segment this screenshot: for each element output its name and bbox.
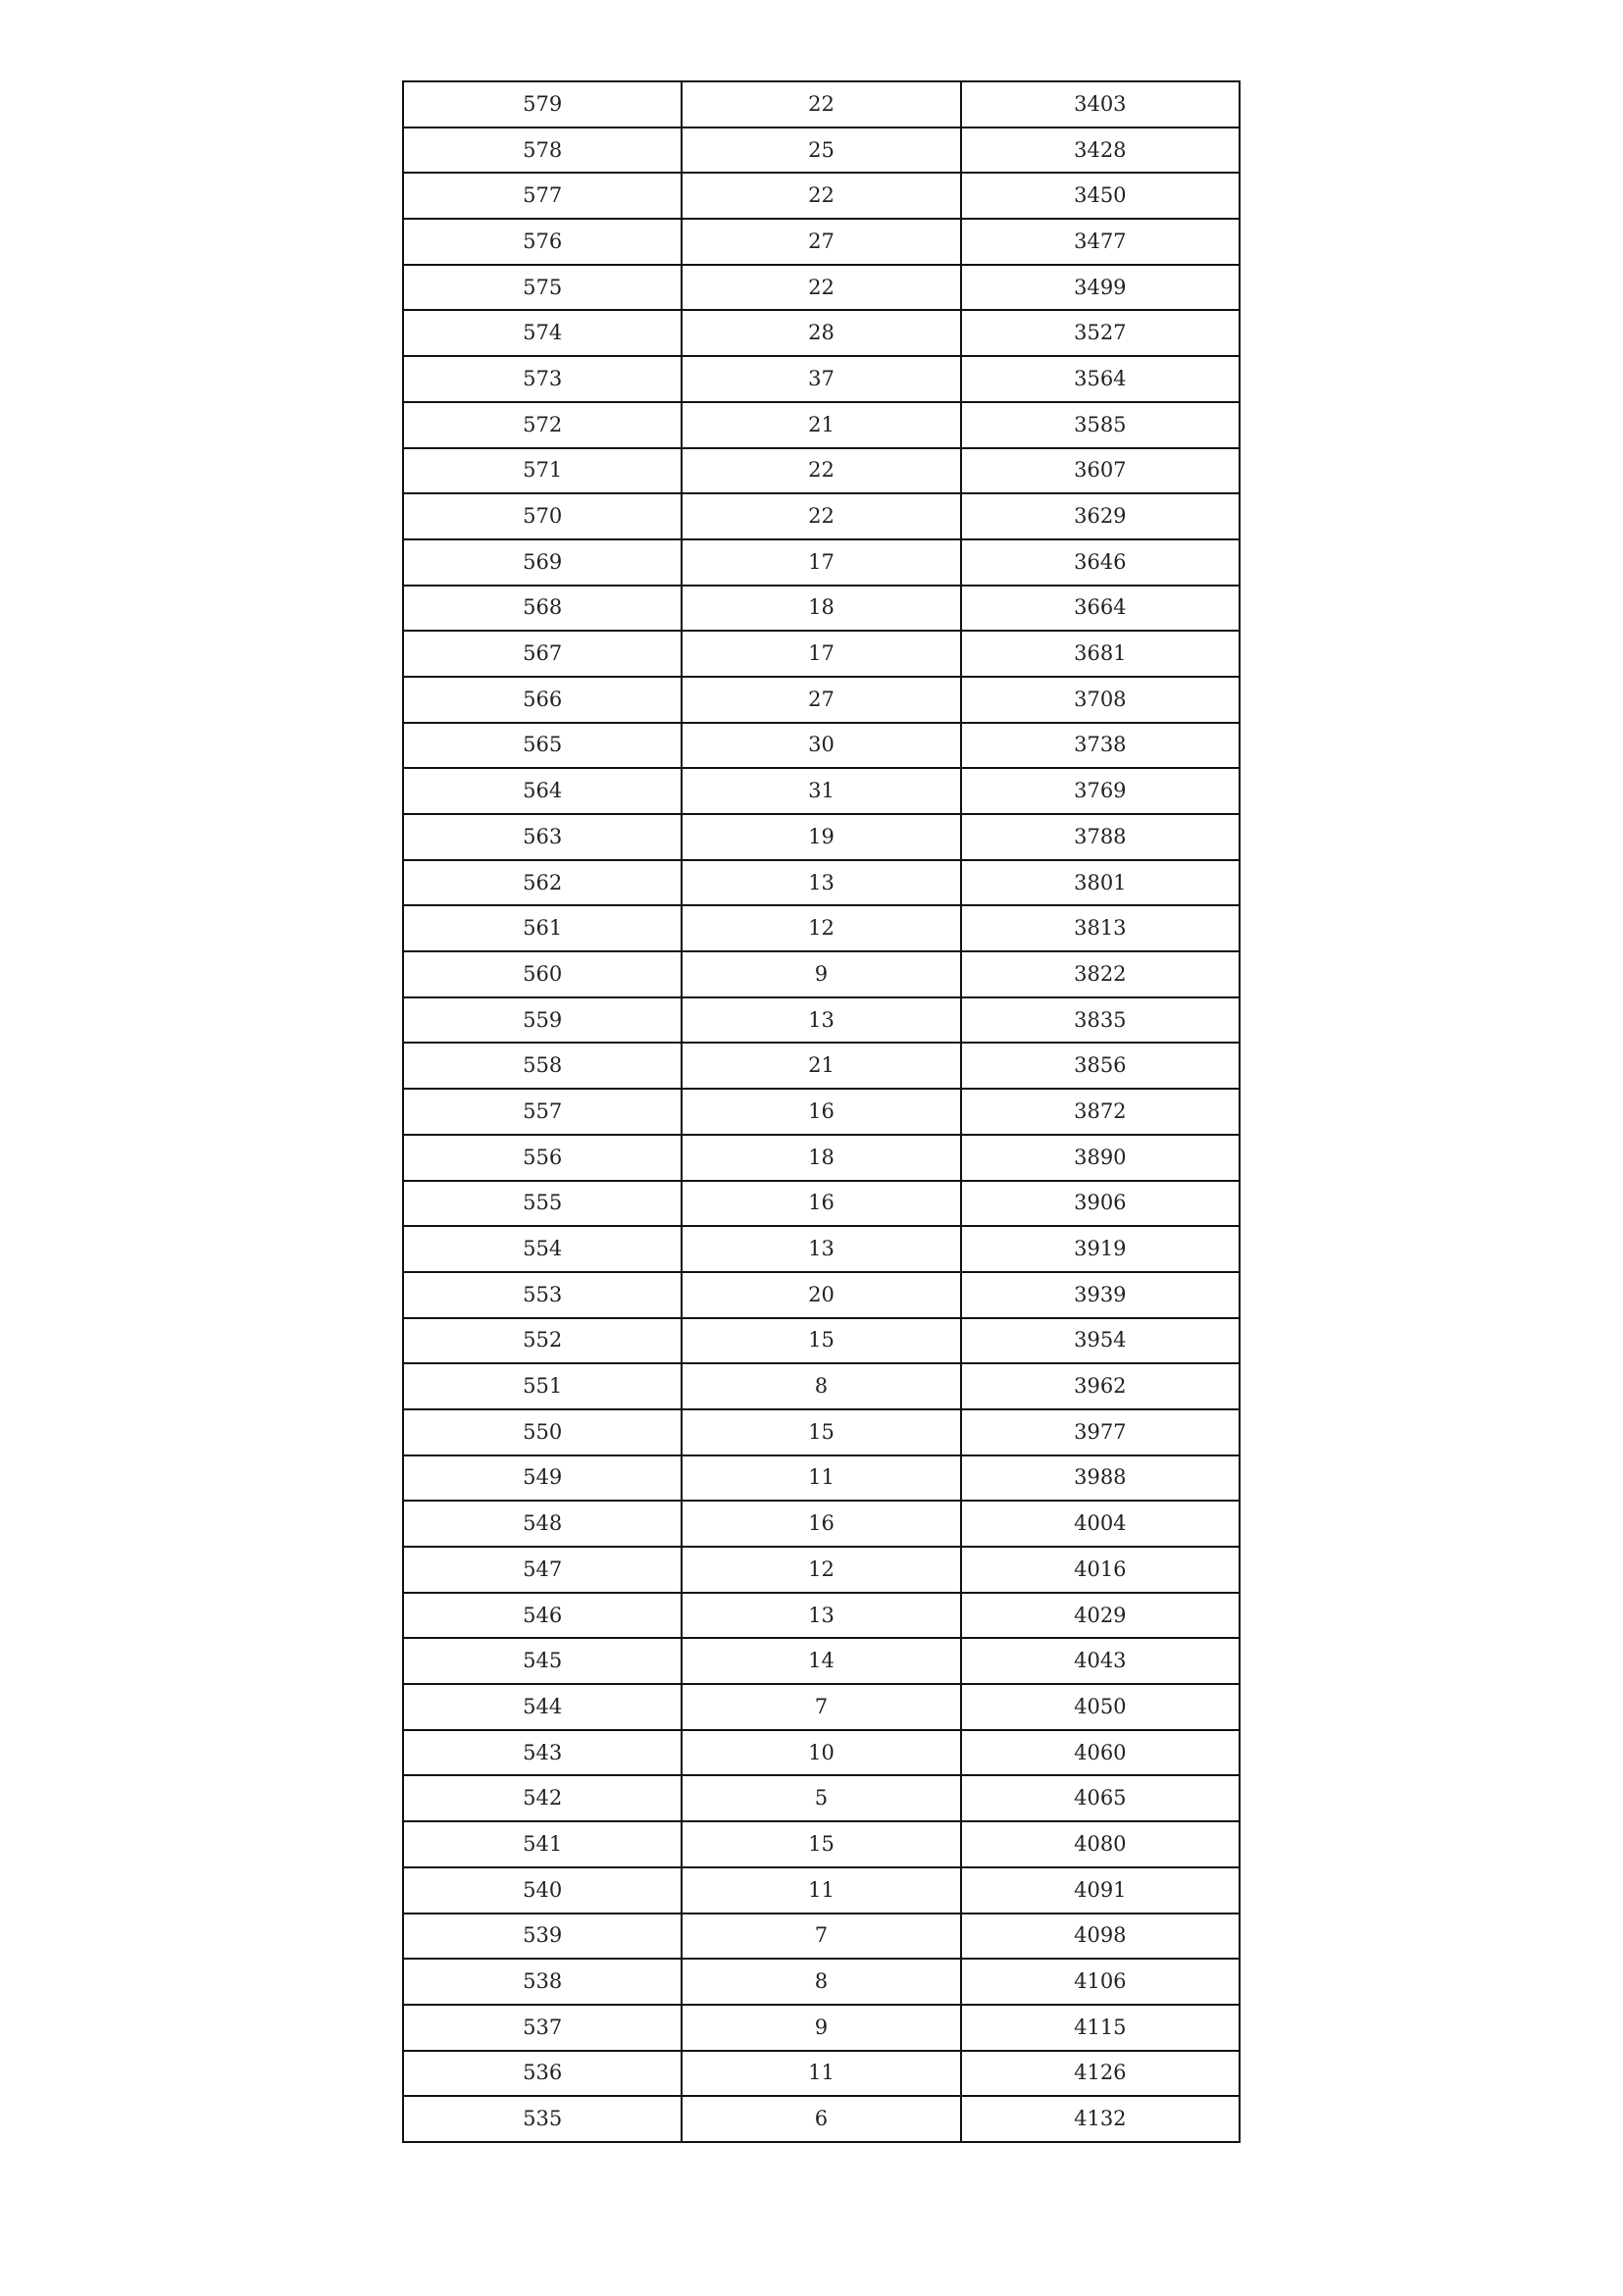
cumulative-cell: 4126: [961, 2051, 1240, 2097]
count-cell: 21: [682, 1043, 960, 1089]
table-row: [403, 81, 1240, 128]
table-row: [403, 265, 1240, 311]
score-cell: 577: [403, 173, 682, 219]
count-cell: 22: [682, 265, 960, 311]
cumulative-cell: 3708: [961, 677, 1240, 723]
cumulative-cell: 4132: [961, 2096, 1240, 2142]
count-cell: 11: [682, 1455, 960, 1502]
count-cell: 22: [682, 448, 960, 494]
score-cell: 568: [403, 586, 682, 632]
table-row: [403, 1959, 1240, 2005]
count-cell: 14: [682, 1638, 960, 1684]
score-cell: 566: [403, 677, 682, 723]
cumulative-cell: 3788: [961, 814, 1240, 860]
count-cell: 37: [682, 356, 960, 402]
cumulative-cell: 3607: [961, 448, 1240, 494]
count-cell: 16: [682, 1181, 960, 1227]
table-row: [403, 1501, 1240, 1547]
count-cell: 18: [682, 586, 960, 632]
score-cell: 564: [403, 768, 682, 814]
count-cell: 9: [682, 951, 960, 997]
cumulative-cell: 4080: [961, 1821, 1240, 1867]
cumulative-cell: 3585: [961, 402, 1240, 448]
table-row: [403, 860, 1240, 906]
cumulative-cell: 4106: [961, 1959, 1240, 2005]
score-distribution-table: [402, 80, 1241, 2143]
count-cell: 22: [682, 493, 960, 539]
score-cell: 573: [403, 356, 682, 402]
cumulative-cell: 4050: [961, 1684, 1240, 1730]
cumulative-cell: 3564: [961, 356, 1240, 402]
count-cell: 25: [682, 128, 960, 174]
cumulative-cell: 3872: [961, 1089, 1240, 1135]
table-row: [403, 402, 1240, 448]
table-row: [403, 2051, 1240, 2097]
score-cell: 569: [403, 539, 682, 586]
cumulative-cell: 3527: [961, 310, 1240, 356]
score-cell: 561: [403, 905, 682, 951]
count-cell: 12: [682, 905, 960, 951]
table-row: [403, 1913, 1240, 1960]
count-cell: 31: [682, 768, 960, 814]
count-cell: 22: [682, 81, 960, 128]
score-cell: 537: [403, 2005, 682, 2051]
score-cell: 574: [403, 310, 682, 356]
score-cell: 552: [403, 1318, 682, 1364]
count-cell: 30: [682, 723, 960, 769]
cumulative-cell: 3499: [961, 265, 1240, 311]
cumulative-cell: 3919: [961, 1226, 1240, 1272]
table-row: [403, 1318, 1240, 1364]
score-cell: 567: [403, 631, 682, 677]
count-cell: 15: [682, 1821, 960, 1867]
count-cell: 7: [682, 1913, 960, 1960]
count-cell: 19: [682, 814, 960, 860]
score-cell: 549: [403, 1455, 682, 1502]
cumulative-cell: 3856: [961, 1043, 1240, 1089]
cumulative-cell: 4115: [961, 2005, 1240, 2051]
table-row: [403, 1684, 1240, 1730]
cumulative-cell: 4060: [961, 1730, 1240, 1776]
table-row: [403, 1363, 1240, 1409]
cumulative-cell: 3450: [961, 173, 1240, 219]
score-cell: 575: [403, 265, 682, 311]
count-cell: 13: [682, 1226, 960, 1272]
score-cell: 555: [403, 1181, 682, 1227]
count-cell: 27: [682, 219, 960, 265]
count-cell: 12: [682, 1547, 960, 1593]
score-cell: 557: [403, 1089, 682, 1135]
score-cell: 559: [403, 997, 682, 1044]
table-row: [403, 2096, 1240, 2142]
cumulative-cell: 3738: [961, 723, 1240, 769]
count-cell: 27: [682, 677, 960, 723]
table-row: [403, 356, 1240, 402]
count-cell: 17: [682, 631, 960, 677]
table-row: [403, 814, 1240, 860]
score-cell: 539: [403, 1913, 682, 1960]
cumulative-cell: 3906: [961, 1181, 1240, 1227]
cumulative-cell: 4029: [961, 1593, 1240, 1639]
count-cell: 21: [682, 402, 960, 448]
cumulative-cell: 3629: [961, 493, 1240, 539]
score-cell: 540: [403, 1867, 682, 1913]
score-cell: 543: [403, 1730, 682, 1776]
cumulative-cell: 3681: [961, 631, 1240, 677]
score-cell: 546: [403, 1593, 682, 1639]
table-row: [403, 1638, 1240, 1684]
table-row: [403, 723, 1240, 769]
score-cell: 554: [403, 1226, 682, 1272]
cumulative-cell: 3428: [961, 128, 1240, 174]
score-cell: 536: [403, 2051, 682, 2097]
table-row: [403, 1181, 1240, 1227]
count-cell: 7: [682, 1684, 960, 1730]
count-cell: 6: [682, 2096, 960, 2142]
count-cell: 5: [682, 1775, 960, 1821]
table-row: [403, 1547, 1240, 1593]
count-cell: 11: [682, 1867, 960, 1913]
score-cell: 544: [403, 1684, 682, 1730]
table-row: [403, 905, 1240, 951]
table-row: [403, 1593, 1240, 1639]
count-cell: 13: [682, 997, 960, 1044]
cumulative-cell: 4004: [961, 1501, 1240, 1547]
table-row: [403, 1043, 1240, 1089]
count-cell: 22: [682, 173, 960, 219]
table-row: [403, 768, 1240, 814]
score-cell: 548: [403, 1501, 682, 1547]
cumulative-cell: 3835: [961, 997, 1240, 1044]
score-cell: 576: [403, 219, 682, 265]
count-cell: 13: [682, 860, 960, 906]
table-body: [403, 81, 1240, 2142]
score-cell: 560: [403, 951, 682, 997]
score-cell: 570: [403, 493, 682, 539]
table-row: [403, 219, 1240, 265]
table-row: [403, 1409, 1240, 1455]
score-cell: 562: [403, 860, 682, 906]
table-row: [403, 1455, 1240, 1502]
table-row: [403, 1867, 1240, 1913]
cumulative-cell: 4098: [961, 1913, 1240, 1960]
table-row: [403, 677, 1240, 723]
cumulative-cell: 3801: [961, 860, 1240, 906]
score-cell: 538: [403, 1959, 682, 2005]
table-row: [403, 173, 1240, 219]
table-row: [403, 1775, 1240, 1821]
cumulative-cell: 3962: [961, 1363, 1240, 1409]
table-row: [403, 2005, 1240, 2051]
table-row: [403, 1226, 1240, 1272]
cumulative-cell: 3477: [961, 219, 1240, 265]
count-cell: 20: [682, 1272, 960, 1318]
count-cell: 18: [682, 1135, 960, 1181]
count-cell: 8: [682, 1363, 960, 1409]
score-cell: 571: [403, 448, 682, 494]
cumulative-cell: 3403: [961, 81, 1240, 128]
cumulative-cell: 3646: [961, 539, 1240, 586]
score-cell: 535: [403, 2096, 682, 2142]
cumulative-cell: 3939: [961, 1272, 1240, 1318]
count-cell: 16: [682, 1501, 960, 1547]
score-cell: 579: [403, 81, 682, 128]
table-row: [403, 539, 1240, 586]
score-cell: 553: [403, 1272, 682, 1318]
table-row: [403, 631, 1240, 677]
cumulative-cell: 3664: [961, 586, 1240, 632]
count-cell: 15: [682, 1318, 960, 1364]
cumulative-cell: 3890: [961, 1135, 1240, 1181]
table-row: [403, 951, 1240, 997]
score-cell: 547: [403, 1547, 682, 1593]
count-cell: 10: [682, 1730, 960, 1776]
score-cell: 541: [403, 1821, 682, 1867]
cumulative-cell: 3813: [961, 905, 1240, 951]
score-cell: 565: [403, 723, 682, 769]
cumulative-cell: 4065: [961, 1775, 1240, 1821]
cumulative-cell: 4043: [961, 1638, 1240, 1684]
count-cell: 17: [682, 539, 960, 586]
count-cell: 28: [682, 310, 960, 356]
table-row: [403, 1089, 1240, 1135]
count-cell: 11: [682, 2051, 960, 2097]
score-cell: 551: [403, 1363, 682, 1409]
score-cell: 563: [403, 814, 682, 860]
table-row: [403, 1272, 1240, 1318]
cumulative-cell: 4091: [961, 1867, 1240, 1913]
cumulative-cell: 3988: [961, 1455, 1240, 1502]
count-cell: 13: [682, 1593, 960, 1639]
table-row: [403, 997, 1240, 1044]
count-cell: 8: [682, 1959, 960, 2005]
cumulative-cell: 3822: [961, 951, 1240, 997]
count-cell: 16: [682, 1089, 960, 1135]
table-row: [403, 493, 1240, 539]
score-cell: 545: [403, 1638, 682, 1684]
score-cell: 542: [403, 1775, 682, 1821]
score-cell: 558: [403, 1043, 682, 1089]
cumulative-cell: 4016: [961, 1547, 1240, 1593]
score-cell: 578: [403, 128, 682, 174]
cumulative-cell: 3954: [961, 1318, 1240, 1364]
table-row: [403, 1135, 1240, 1181]
count-cell: 9: [682, 2005, 960, 2051]
table-row: [403, 310, 1240, 356]
table-row: [403, 586, 1240, 632]
table-row: [403, 1821, 1240, 1867]
score-cell: 556: [403, 1135, 682, 1181]
score-cell: 550: [403, 1409, 682, 1455]
cumulative-cell: 3769: [961, 768, 1240, 814]
score-cell: 572: [403, 402, 682, 448]
table-row: [403, 128, 1240, 174]
cumulative-cell: 3977: [961, 1409, 1240, 1455]
table-row: [403, 1730, 1240, 1776]
table-row: [403, 448, 1240, 494]
count-cell: 15: [682, 1409, 960, 1455]
